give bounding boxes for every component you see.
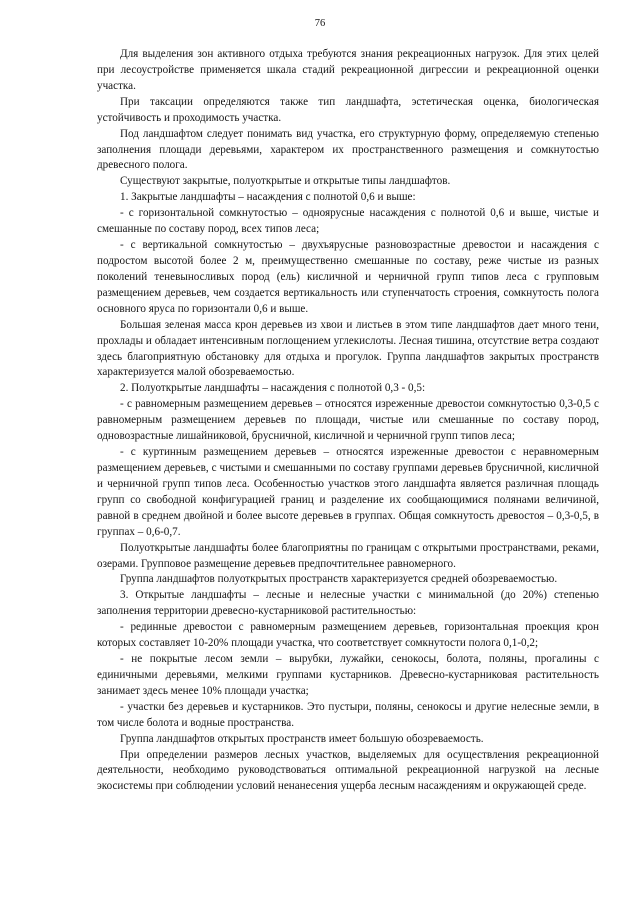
paragraph-open-landscapes-heading: 3. Открытые ландшафты – лесные и нелесные участки с минимальной (до 20%) степенью заполнения территории древесно-кустарниковой растительностью: bbox=[97, 589, 599, 618]
list-item-clustered-placement: - с куртинным размещением деревьев – относятся изреженные древостои с неравномерным размещением деревьев, с чистыми и смешанными по составу группами деревьев брусничной, кисличной и черничной групп типов леса. Особенностью участков этого ландшафта является различная площадь групп со свободной конфигурацией границ и разделение их сообщающимися полянами величиной, равной в среднем двойной и более высоте деревьев в группах. Общая сомкнутость древостоя – 0,3-0,5, в группах – 0,6-0,7. bbox=[97, 446, 599, 538]
list-item-uniform-placement: - с равномерным размещением деревьев – относятся изреженные древостои сомкнутостью 0,3-0,5 с равномерным размещением деревьев по площади, чистые или смешанные по составу пород, одновозрастные лишайниковой, брусничной, кисличной и черничной групп типов леса; bbox=[97, 398, 599, 443]
paragraph-taxation: При таксации определяются также тип ландшафта, эстетическая оценка, биологическая устойчивость и проходимость участка. bbox=[97, 95, 599, 124]
paragraph-closed-landscapes-description: Большая зеленая масса крон деревьев из хвои и листьев в этом типе ландшафтов дает много тени, прохлады и обладает интенсивным поглощением углекислоты. Лесная тишина, отсутствие ветра создают здесь благоприятную обстановку для отдыха и прогулок. Группа ландшафтов закрытых пространств характеризуется малой обозреваемостью. bbox=[97, 318, 599, 379]
paragraph-closed-landscapes-heading: 1. Закрытые ландшафты – насаждения с полнотой 0,6 и выше: bbox=[120, 191, 416, 204]
paragraph-semi-open-benefits: Полуоткрытые ландшафты более благоприятны по границам с открытыми пространствами, реками, озерами. Групповое размещение деревьев предпочтительнее равномерного. bbox=[97, 541, 599, 570]
list-item-treeless-areas: - участки без деревьев и кустарников. Это пустыри, поляны, сенокосы и другие нелесные земли, в том числе болота и водные пространства. bbox=[97, 700, 599, 729]
paragraph-recreational-load: При определении размеров лесных участков, выделяемых для осуществления рекреационной деятельности, необходимо руководствоваться оптимальной рекреационной нагрузкой на лесные экосистемы при соблюдении условий ненанесения ущерба лесным насаждениям и окружающей среде. bbox=[97, 748, 599, 793]
list-item-horizontal-closure: - с горизонтальной сомкнутостью – одноярусные насаждения с полнотой 0,6 и выше, чистые и смешанные по составу пород, всех типов леса; bbox=[97, 207, 599, 236]
paragraph-recreation-zones: Для выделения зон активного отдыха требуются знания рекреационных нагрузок. Для этих целей при лесоустройстве применяется шкала стадий рекреационной дигрессии и рекреационной оценки участка. bbox=[97, 48, 599, 92]
list-item-unforested-land: - не покрытые лесом земли – вырубки, лужайки, сенокосы, болота, поляны, прогалины с единичными деревьями, мелкими группами кустарников. Древесно-кустарниковая растительность занимает здесь менее 10% площади участка; bbox=[97, 653, 599, 697]
list-item-sparse-stands: - рединные древостои с равномерным размещением деревьев, горизонтальная проекция крон которых составляет 10-20% площади участка, что соответствует сомкнутости полога 0,1-0,2; bbox=[97, 621, 599, 650]
paragraph-semi-open-visibility: Группа ландшафтов полуоткрытых пространств характеризуется средней обозреваемостью. bbox=[120, 573, 558, 586]
list-item-vertical-closure: - с вертикальной сомкнутостью – двухъярусные разновозрастные древостои и насаждения с подростом высотой более 2 м, преимущественно смешанные по составу, реже чистые из разных поколений теневыносливых пород (ель) кисличной и черничной групп типов леса с групповым размещением деревьев, чем создается вертикальность или ступенчатость строения, сомкнутость полога основного яруса по горизонтали 0,6 и выше. bbox=[97, 239, 599, 315]
page-number: 76 bbox=[314, 18, 326, 29]
paragraph-landscape-definition: Под ландшафтом следует понимать вид участка, его структурную форму, определяемую степенью заполнения площади деревьями, характером их пространственного размещения и сомкнутостью древесного полога. bbox=[97, 127, 599, 172]
body-text bbox=[97, 47, 599, 795]
paragraph-semi-open-landscapes-heading: 2. Полуоткрытые ландшафты – насаждения с полнотой 0,3 - 0,5: bbox=[120, 382, 426, 395]
paragraph-landscape-types: Существуют закрытые, полуоткрытые и открытые типы ландшафтов. bbox=[120, 175, 451, 188]
paragraph-open-visibility: Группа ландшафтов открытых пространств имеет большую обозреваемость. bbox=[120, 732, 484, 745]
